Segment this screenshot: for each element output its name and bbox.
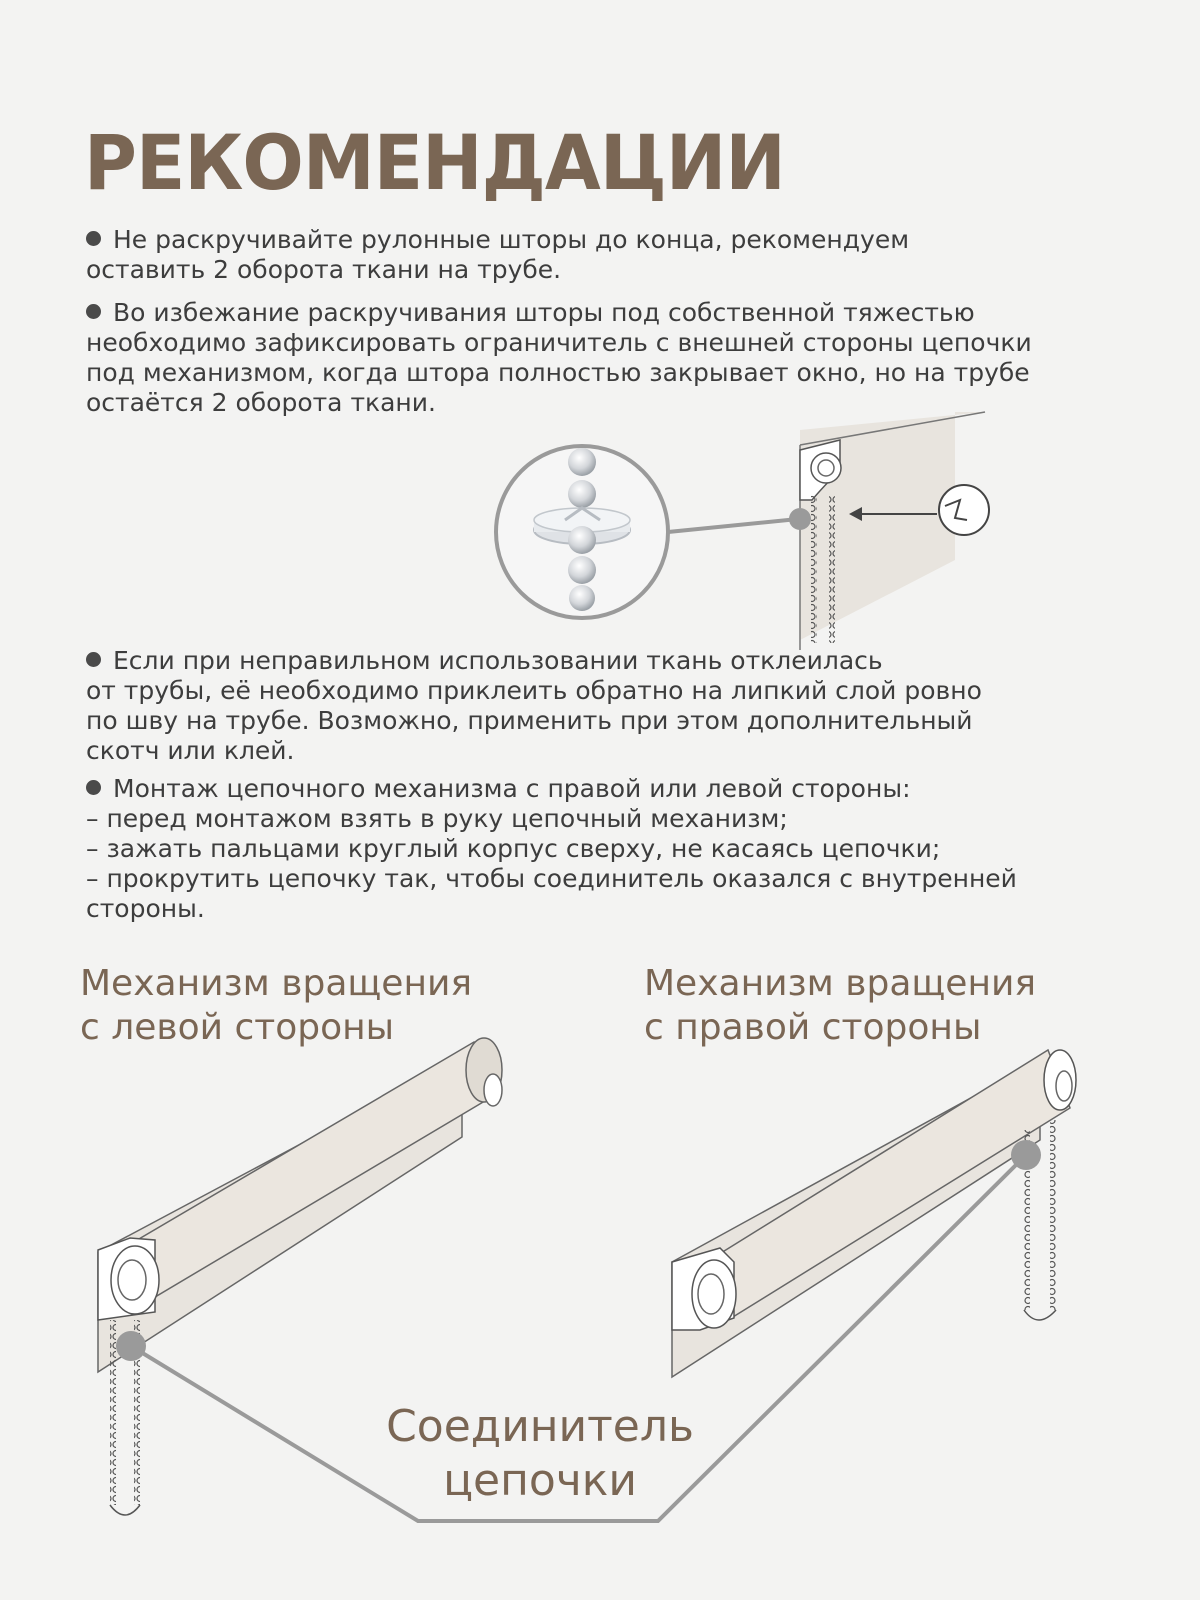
recommendation-1-text: Не раскручивайте рулонные шторы до конца, рекомендуем оставить 2 оборота ткани на трубе.	[86, 225, 910, 284]
page-title: РЕКОМЕНДАЦИИ	[84, 118, 785, 207]
right-mechanism-roller	[672, 1050, 1076, 1377]
stopper-zoom-circle	[496, 446, 798, 618]
recommendation-2-text: Во избежание раскручивания шторы под собственной тяжестью необходимо зафиксировать ограничитель с внешней стороны цепочки под механизмом, когда штора полностью закрывает окно, но на трубе остаётся 2 оборота ткани.	[86, 298, 1032, 417]
mechanism-right-title: Механизм вращения с правой стороны	[644, 963, 1037, 1048]
blind-stopper-illustration	[789, 412, 989, 650]
connector-label: Соединитель цепочки	[386, 1401, 694, 1506]
recommendation-4-text: Монтаж цепочного механизма с правой или левой стороны: – перед монтажом взять в руку цепочный механизм; – зажать пальцами круглый корпус сверху, не касаясь цепочки; – прокрутить цепочку так, чтобы соединитель оказался с внутренней стороны.	[86, 774, 1017, 923]
recommendation-3-text: Если при неправильном использовании ткань отклеилась от трубы, её необходимо приклеить обратно на липкий слой ровно по шву на трубе. Возможно, применить при этом дополнительный скотч или клей.	[86, 646, 982, 765]
mechanism-left-title: Механизм вращения с левой стороны	[80, 963, 473, 1048]
